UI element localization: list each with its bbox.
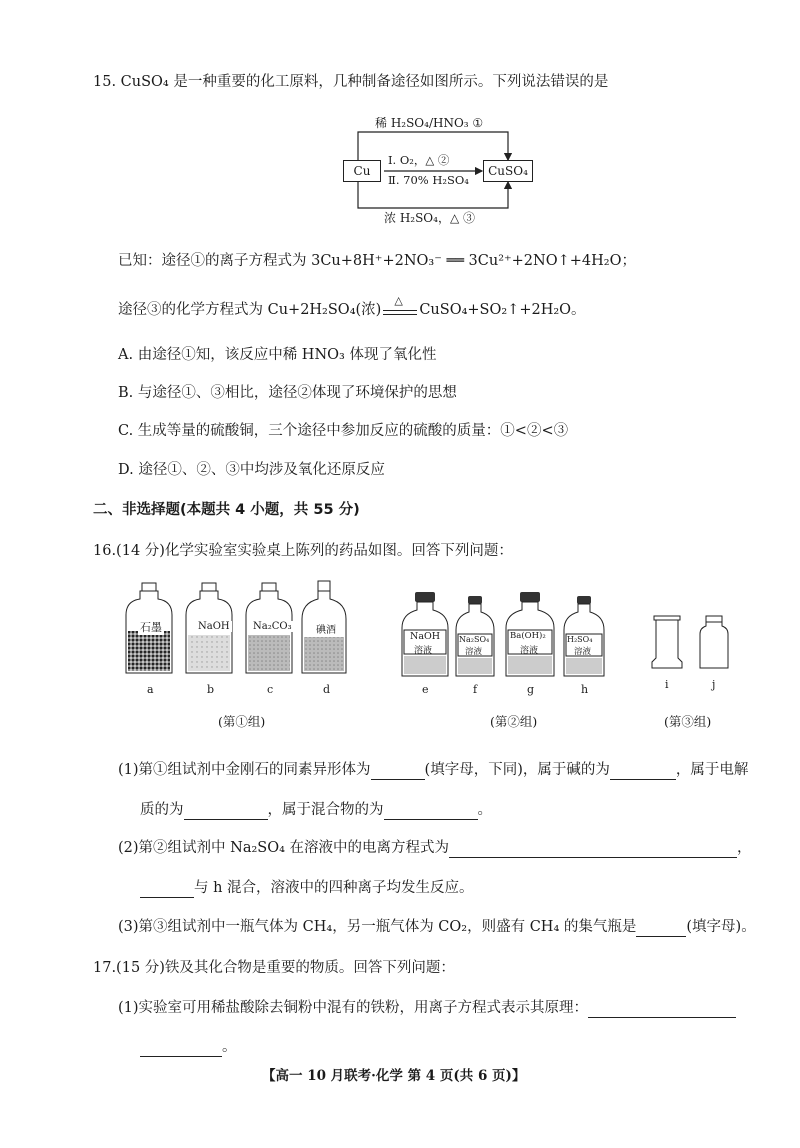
bottle-e-letter: e <box>422 683 429 696</box>
group-2-bottles <box>398 590 608 700</box>
q16-p1-text-e: ，属于混合物的为 <box>267 802 384 818</box>
q16-p1-text-f: 。 <box>477 802 492 818</box>
jar-d-letter: d <box>323 683 331 696</box>
jar-a-label: 石墨 <box>140 621 162 634</box>
cu-box: Cu <box>343 160 381 182</box>
bottle-f-letter: f <box>473 683 478 696</box>
q15-known-2 <box>118 294 586 320</box>
gas-jar-j <box>700 616 728 668</box>
group-2-caption: (第②组) <box>490 714 538 729</box>
route-1-label: 稀 H₂SO₄/HNO₃ ① <box>375 116 484 130</box>
q16-p1-text-d: 质的为 <box>140 802 184 818</box>
bottle-g-label-2: 溶液 <box>520 646 539 656</box>
q16-part-1-line-2 <box>140 800 492 820</box>
bottle-h-letter: h <box>581 683 589 696</box>
jar-b-label: NaOH <box>198 621 230 632</box>
allotrope-answer-blank[interactable] <box>371 765 425 780</box>
q15-option-d: D. 途径①、②、③中均涉及氧化还原反应 <box>118 462 385 478</box>
bottle-e-label-2: 溶液 <box>414 646 433 656</box>
ionization-equation-blank[interactable] <box>449 843 737 858</box>
heat-equals-sign <box>381 294 419 320</box>
q15-option-b: B. 与途径①、③相比，途径②体现了环境保护的思想 <box>118 385 457 401</box>
group-3-gas-jars <box>648 612 738 702</box>
q16-p2-text-a: (2)第②组试剂中 Na₂SO₄ 在溶液中的电离方程式为 <box>118 840 450 856</box>
jar-c-letter: c <box>267 683 274 696</box>
q16-p1-text-b: (填字母，下同)，属于碱的为 <box>424 762 610 778</box>
q16-part-3 <box>118 917 756 937</box>
gas-jar-j-letter: j <box>712 678 716 691</box>
q16-part-1-line-1 <box>118 760 748 780</box>
mix-with-h-blank[interactable] <box>140 883 194 898</box>
jar-a-letter: a <box>147 683 154 696</box>
q17-part-1 <box>118 998 736 1018</box>
ch4-jar-blank[interactable] <box>636 922 686 937</box>
jar-b-letter: b <box>207 683 215 696</box>
gas-jar-i <box>652 616 682 668</box>
page-footer: 【高一 10 月联考·化学 第 4 页(共 6 页)】 <box>262 1068 526 1084</box>
bottle-f-label-1: Na₂SO₄ <box>459 635 490 644</box>
bottle-g-letter: g <box>527 683 535 696</box>
q16-p1-text-a: (1)第①组试剂中金刚石的同素异形体为 <box>118 762 371 778</box>
q16-part-2-line-1 <box>118 838 752 858</box>
jar-d-label: 碘酒 <box>314 621 338 636</box>
q16-p1-text-c: ，属于电解 <box>675 762 749 778</box>
ionic-equation-blank-2[interactable] <box>140 1042 222 1057</box>
route-2-label-lower: Ⅱ. 70% H₂SO₄ <box>388 173 469 187</box>
mixture-answer-blank[interactable] <box>384 805 478 820</box>
q17-stem: 17.(15 分)铁及其化合物是重要的物质。回答下列问题： <box>93 960 455 976</box>
q16-stem: 16.(14 分)化学实验室实验桌上陈列的药品如图。回答下列问题： <box>93 543 513 559</box>
q15-route-diagram <box>340 110 560 225</box>
bottle-f-label-2: 溶液 <box>465 647 483 657</box>
ionic-equation-blank-1[interactable] <box>588 1003 736 1018</box>
q17-p1-end: 。 <box>222 1039 237 1055</box>
q16-p3-text-a: (3)第③组试剂中一瓶气体为 CH₄，另一瓶气体为 CO₂，则盛有 CH₄ 的集气瓶是 <box>118 919 637 935</box>
q16-p3-text-b: (填字母)。 <box>686 919 756 935</box>
bottle-h-label-1: H₂SO₄ <box>567 635 593 644</box>
q15-option-c: C. 生成等量的硫酸铜，三个途径中参加反应的硫酸的质量：①<②<③ <box>118 423 569 439</box>
route-2-label-upper: Ⅰ. O₂，△ ② <box>388 153 450 167</box>
bottle-h-label-2: 溶液 <box>574 647 592 657</box>
double-bar <box>383 310 417 315</box>
q17-p1-text: (1)实验室可用稀盐酸除去铜粉中混有的铁粉，用离子方程式表示其原理： <box>118 1000 589 1016</box>
q17-part-1-line-2 <box>140 1037 237 1057</box>
known2-left: 途径③的化学方程式为 Cu+2H₂SO₄(浓) <box>118 302 382 318</box>
q15-option-a: A. 由途径①知，该反应中稀 HNO₃ 体现了氧化性 <box>118 347 437 363</box>
bottle-g-label-1: Ba(OH)₂ <box>510 631 546 641</box>
known2-right: CuSO₄+SO₂↑+2H₂O。 <box>419 302 586 318</box>
jar-c-label: Na₂CO₃ <box>253 621 292 632</box>
q16-part-2-line-2 <box>140 878 474 898</box>
electrolyte-answer-blank[interactable] <box>184 805 268 820</box>
base-answer-blank[interactable] <box>610 765 676 780</box>
gas-jar-drawings <box>648 612 738 682</box>
group-1-jars <box>120 575 360 700</box>
bottle-e-label-1: NaOH <box>410 631 441 642</box>
cuso4-box: CuSO₄ <box>483 160 533 182</box>
section-2-title: 二、非选择题(本题共 4 小题，共 55 分) <box>93 502 360 518</box>
group-3-caption: (第③组) <box>664 714 712 729</box>
q15-stem: 15. CuSO₄ 是一种重要的化工原料，几种制备途径如图所示。下列说法错误的是 <box>93 74 609 90</box>
heat-symbol: △ <box>394 294 403 307</box>
group-1-caption: (第①组) <box>218 714 266 729</box>
q15-known-1: 已知：途径①的离子方程式为 3Cu+8H⁺+2NO₃⁻ ══ 3Cu²⁺+2NO↑+4H₂O； <box>118 253 636 269</box>
q16-p2-text-b: ， <box>737 840 752 856</box>
route-3-label: 浓 H₂SO₄，△ ③ <box>384 211 476 225</box>
q16-p2-text-c: 与 h 混合，溶液中的四种离子均发生反应。 <box>194 880 474 896</box>
gas-jar-i-letter: i <box>665 678 669 691</box>
